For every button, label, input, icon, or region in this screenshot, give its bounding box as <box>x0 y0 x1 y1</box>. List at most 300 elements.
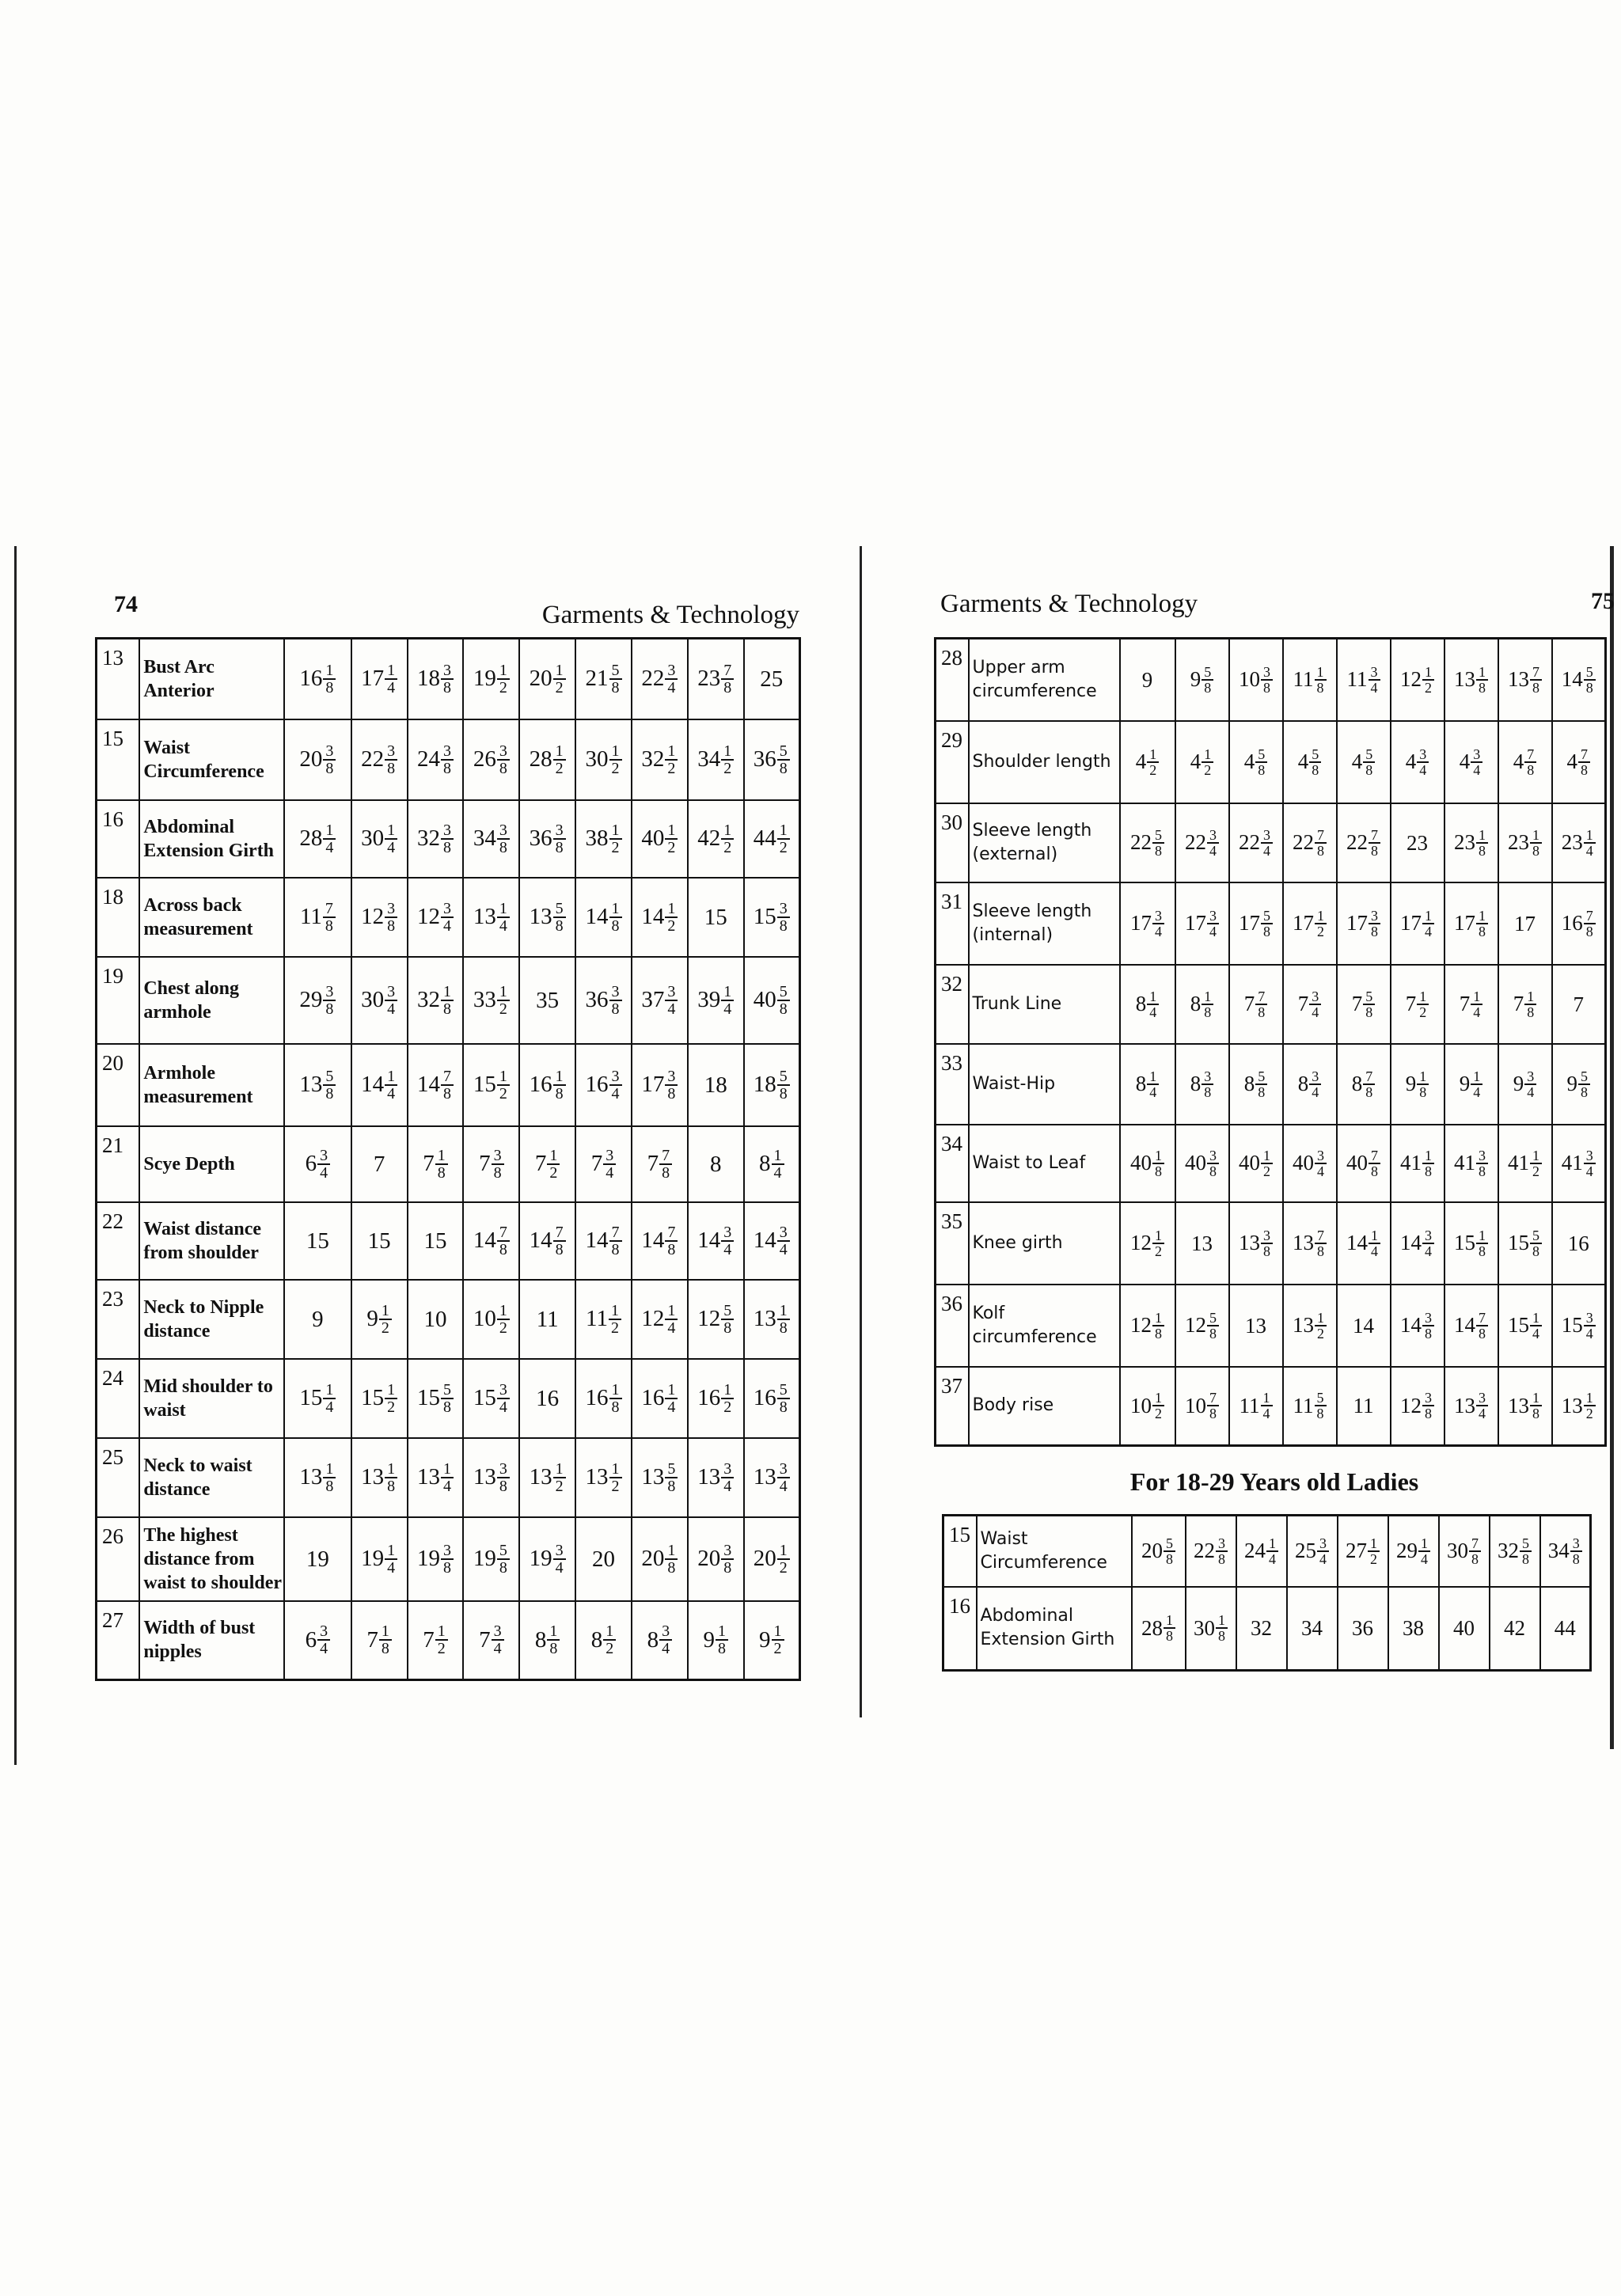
measurement-value: 29 3 8 <box>299 984 336 1017</box>
measurement-value: 9 <box>312 1306 324 1332</box>
table-row <box>936 1044 1606 1125</box>
measurement-value: 14 1 4 <box>361 1068 397 1102</box>
measurement-value: 7 3 4 <box>479 1623 504 1657</box>
value-cell <box>632 1359 688 1438</box>
row-number: 16 <box>97 800 140 878</box>
value-cell <box>1283 882 1337 965</box>
value-cell <box>463 1280 519 1359</box>
measurement-value: 13 1 8 <box>1508 1391 1542 1421</box>
value-cell <box>1490 1516 1540 1587</box>
value-cell <box>1498 965 1552 1044</box>
value-cell <box>1391 1285 1444 1367</box>
value-cell <box>1229 1202 1283 1285</box>
measurement-value: 10 7 8 <box>1185 1391 1219 1421</box>
measurement-value: 4 7 8 <box>1513 747 1537 777</box>
measurement-value: 4 5 8 <box>1298 747 1322 777</box>
measurement-value: 32 5 8 <box>1498 1536 1532 1566</box>
measurement-value: 34 1 2 <box>697 743 734 776</box>
value-cell <box>463 639 519 719</box>
measurement-value: 40 1 2 <box>1239 1148 1273 1178</box>
measurement-table <box>95 637 801 1681</box>
value-cell <box>284 800 351 878</box>
measurement-value: 9 5 8 <box>1567 1069 1591 1099</box>
measurement-value: 22 3 4 <box>1185 828 1219 858</box>
value-cell <box>463 1438 519 1517</box>
value-cell <box>632 1126 688 1202</box>
value-cell <box>744 957 800 1044</box>
measurement-value: 15 <box>704 904 727 930</box>
measurement-value: 15 3 4 <box>473 1382 510 1415</box>
value-cell <box>632 1044 688 1126</box>
value-cell <box>1444 1202 1498 1285</box>
measurement-value: 44 <box>1554 1616 1576 1641</box>
running-title: Garments & Technology <box>940 590 1198 618</box>
value-cell <box>1540 1587 1591 1671</box>
value-cell <box>575 1601 632 1680</box>
measurement-label: Abdominal Extension Girth <box>139 800 284 878</box>
value-cell <box>1229 1044 1283 1125</box>
measurement-value: 16 1 2 <box>697 1382 734 1415</box>
row-number: 19 <box>97 957 140 1044</box>
measurement-value: 32 3 8 <box>417 822 454 856</box>
table-row <box>936 1125 1606 1202</box>
value-cell <box>519 800 575 878</box>
value-cell <box>632 1517 688 1601</box>
measurement-value: 42 <box>1504 1616 1525 1641</box>
row-number: 24 <box>97 1359 140 1438</box>
value-cell <box>351 1517 408 1601</box>
measurement-value: 28 1 2 <box>530 743 566 776</box>
value-cell <box>408 1202 464 1280</box>
table-row <box>97 639 800 719</box>
measurement-value: 13 3 4 <box>754 1461 790 1494</box>
measurement-value: 7 <box>373 1151 385 1177</box>
measurement-table <box>934 637 1607 1447</box>
measurement-value: 13 5 8 <box>641 1461 678 1494</box>
value-cell <box>519 1517 575 1601</box>
value-cell <box>351 1601 408 1680</box>
measurement-value: 22 3 8 <box>361 743 397 776</box>
value-cell <box>688 1202 744 1280</box>
row-number: 21 <box>97 1126 140 1202</box>
value-cell <box>1175 882 1229 965</box>
measurement-value: 13 3 4 <box>697 1461 734 1494</box>
measurement-value: 12 5 8 <box>1185 1311 1219 1341</box>
measurement-value: 15 1 2 <box>473 1068 510 1102</box>
measurement-value: 30 1 8 <box>1194 1613 1228 1643</box>
measurement-value: 20 5 8 <box>1141 1536 1175 1566</box>
measurement-value: 15 5 8 <box>417 1382 454 1415</box>
value-cell <box>1287 1516 1338 1587</box>
value-cell <box>1439 1516 1490 1587</box>
table-row <box>97 1438 800 1517</box>
value-cell <box>351 878 408 957</box>
value-cell <box>408 1601 464 1680</box>
table-row <box>936 803 1606 882</box>
measurement-value: 17 1 4 <box>1400 909 1434 939</box>
value-cell <box>632 639 688 719</box>
value-cell <box>1229 639 1283 721</box>
value-cell <box>1498 1285 1552 1367</box>
value-cell <box>632 878 688 957</box>
measurement-value: 13 <box>1245 1313 1266 1338</box>
value-cell <box>1498 803 1552 882</box>
value-cell <box>408 1044 464 1126</box>
value-cell <box>1391 1202 1444 1285</box>
measurement-value: 15 <box>306 1228 329 1254</box>
measurement-value: 20 1 2 <box>754 1543 790 1576</box>
measurement-value: 23 1 8 <box>1508 828 1542 858</box>
measurement-value: 22 7 8 <box>1293 828 1327 858</box>
measurement-value: 8 7 8 <box>1352 1069 1376 1099</box>
value-cell <box>463 878 519 957</box>
value-cell <box>1186 1587 1236 1671</box>
measurement-value: 8 3 4 <box>1298 1069 1322 1099</box>
value-cell <box>688 800 744 878</box>
value-cell <box>1283 639 1337 721</box>
value-cell <box>575 1126 632 1202</box>
measurement-label: Trunk Line <box>969 965 1120 1044</box>
row-number: 37 <box>936 1367 969 1446</box>
value-cell <box>632 1601 688 1680</box>
measurement-value: 15 <box>423 1228 447 1254</box>
value-cell <box>744 1126 800 1202</box>
measurement-value: 14 1 2 <box>641 901 678 934</box>
measurement-value: 13 1 8 <box>361 1461 397 1494</box>
measurement-value: 24 1 4 <box>1244 1536 1278 1566</box>
measurement-value: 14 7 8 <box>417 1068 454 1102</box>
value-cell <box>688 1517 744 1601</box>
measurement-value: 32 1 8 <box>417 984 454 1017</box>
value-cell <box>1120 1044 1175 1125</box>
measurement-value: 13 3 8 <box>473 1461 510 1494</box>
measurement-value: 7 <box>1573 992 1584 1016</box>
measurement-label: Sleeve length (external) <box>969 803 1120 882</box>
value-cell <box>1283 721 1337 803</box>
value-cell <box>632 957 688 1044</box>
measurement-value: 40 1 2 <box>641 822 678 856</box>
measurement-label: Chest along armhole <box>139 957 284 1044</box>
value-cell <box>408 1280 464 1359</box>
value-cell <box>688 878 744 957</box>
measurement-value: 34 3 8 <box>1548 1536 1582 1566</box>
value-cell <box>1444 803 1498 882</box>
value-cell <box>408 878 464 957</box>
value-cell <box>284 1044 351 1126</box>
value-cell <box>1175 1285 1229 1367</box>
measurement-value: 14 3 4 <box>1400 1228 1434 1258</box>
measurement-value: 40 3 4 <box>1293 1148 1327 1178</box>
value-cell <box>1444 1285 1498 1367</box>
measurement-value: 4 1 2 <box>1136 747 1160 777</box>
row-number: 33 <box>936 1044 969 1125</box>
value-cell <box>519 719 575 800</box>
value-cell <box>1444 882 1498 965</box>
value-cell <box>1175 965 1229 1044</box>
value-cell <box>1175 1202 1229 1285</box>
measurement-value: 12 3 8 <box>1400 1391 1434 1421</box>
measurement-value: 19 <box>306 1546 329 1572</box>
value-cell <box>1175 1367 1229 1446</box>
measurement-value: 16 1 8 <box>586 1382 622 1415</box>
value-cell <box>1552 803 1606 882</box>
measurement-value: 17 3 4 <box>1130 909 1164 939</box>
row-number: 32 <box>936 965 969 1044</box>
value-cell <box>351 639 408 719</box>
measurement-value: 39 1 4 <box>697 984 734 1017</box>
measurement-value: 14 7 8 <box>641 1224 678 1258</box>
value-cell <box>1236 1516 1287 1587</box>
value-cell <box>1283 1202 1337 1285</box>
table-row <box>936 965 1606 1044</box>
measurement-value: 19 3 8 <box>417 1543 454 1576</box>
measurement-value: 42 1 2 <box>697 822 734 856</box>
value-cell <box>1337 1367 1391 1446</box>
value-cell <box>351 1044 408 1126</box>
value-cell <box>744 1202 800 1280</box>
measurement-value: 11 5 8 <box>1293 1391 1327 1421</box>
measurement-value: 17 3 8 <box>641 1068 678 1102</box>
measurement-value: 23 7 8 <box>697 662 734 696</box>
measurement-value: 7 1 2 <box>423 1623 448 1657</box>
measurement-value: 13 1 4 <box>417 1461 454 1494</box>
measurement-value: 8 1 4 <box>1136 989 1160 1019</box>
value-cell <box>284 1202 351 1280</box>
measurement-value: 11 3 4 <box>1347 665 1380 695</box>
measurement-value: 7 1 2 <box>1406 989 1429 1019</box>
measurement-value: 11 1 8 <box>1293 665 1327 695</box>
measurement-value: 15 1 4 <box>299 1382 336 1415</box>
value-cell <box>1444 639 1498 721</box>
measurement-value: 16 5 8 <box>754 1382 790 1415</box>
measurement-label: Waist Circumference <box>977 1516 1132 1587</box>
running-head <box>934 582 1615 637</box>
measurement-value: 9 1 2 <box>366 1303 392 1336</box>
measurement-value: 8 <box>709 1151 722 1177</box>
measurement-value: 13 1 2 <box>1293 1311 1327 1341</box>
measurement-value: 12 1 2 <box>1130 1228 1164 1258</box>
value-cell <box>1391 721 1444 803</box>
measurement-value: 13 1 2 <box>1562 1391 1596 1421</box>
value-cell <box>1120 639 1175 721</box>
table-row <box>936 1285 1606 1367</box>
measurement-value: 28 1 8 <box>1141 1613 1175 1643</box>
value-cell <box>632 1280 688 1359</box>
value-cell <box>284 1517 351 1601</box>
value-cell <box>744 1359 800 1438</box>
value-cell <box>1337 1125 1391 1202</box>
measurement-value: 38 <box>1403 1616 1424 1641</box>
value-cell <box>575 719 632 800</box>
value-cell <box>575 1044 632 1126</box>
value-cell <box>1120 1202 1175 1285</box>
value-cell <box>463 1601 519 1680</box>
value-cell <box>1391 882 1444 965</box>
value-cell <box>1120 1285 1175 1367</box>
row-number: 28 <box>936 639 969 721</box>
value-cell <box>688 1280 744 1359</box>
value-cell <box>1120 803 1175 882</box>
measurement-value: 13 1 4 <box>473 901 510 934</box>
measurement-label: Armhole measurement <box>139 1044 284 1126</box>
measurement-value: 15 3 4 <box>1562 1311 1596 1341</box>
measurement-value: 10 <box>423 1306 447 1332</box>
measurement-value: 22 3 8 <box>1194 1536 1228 1566</box>
measurement-value: 32 <box>1251 1616 1272 1641</box>
measurement-label: Across back measurement <box>139 878 284 957</box>
measurement-value: 41 1 2 <box>1508 1148 1542 1178</box>
measurement-value: 18 3 8 <box>417 662 454 696</box>
value-cell <box>1120 882 1175 965</box>
measurement-value: 7 3 8 <box>479 1148 504 1181</box>
measurement-value: 10 1 2 <box>1130 1391 1164 1421</box>
measurement-label: The highest distance from waist to shoulder <box>139 1517 284 1601</box>
value-cell <box>1338 1516 1388 1587</box>
measurement-label: Neck to waist distance <box>139 1438 284 1517</box>
measurement-value: 25 <box>760 666 784 692</box>
measurement-value: 12 1 2 <box>1400 665 1434 695</box>
table-row <box>936 721 1606 803</box>
value-cell <box>1444 1125 1498 1202</box>
row-number: 26 <box>97 1517 140 1601</box>
value-cell <box>463 800 519 878</box>
measurement-value: 19 1 4 <box>361 1543 397 1576</box>
value-cell <box>1498 882 1552 965</box>
measurement-label: Knee girth <box>969 1202 1120 1285</box>
value-cell <box>519 1438 575 1517</box>
measurement-value: 7 3 4 <box>591 1148 617 1181</box>
value-cell <box>408 719 464 800</box>
row-number: 30 <box>936 803 969 882</box>
measurement-value: 34 <box>1301 1616 1323 1641</box>
measurement-value: 37 3 4 <box>641 984 678 1017</box>
measurement-value: 16 <box>536 1385 560 1411</box>
row-number: 31 <box>936 882 969 965</box>
value-cell <box>1283 1125 1337 1202</box>
value-cell <box>1391 965 1444 1044</box>
value-cell <box>408 1359 464 1438</box>
running-title: Garments & Technology <box>541 601 799 629</box>
row-number: 29 <box>936 721 969 803</box>
value-cell <box>351 1126 408 1202</box>
value-cell <box>1283 1367 1337 1446</box>
value-cell <box>1283 1285 1337 1367</box>
value-cell <box>632 1438 688 1517</box>
value-cell <box>632 800 688 878</box>
measurement-value: 36 3 8 <box>586 984 622 1017</box>
value-cell <box>1236 1587 1287 1671</box>
measurement-label: Neck to Nipple distance <box>139 1280 284 1359</box>
measurement-value: 8 1 4 <box>1136 1069 1160 1099</box>
table-row <box>97 1280 800 1359</box>
value-cell <box>1391 1125 1444 1202</box>
measurement-value: 4 1 2 <box>1190 747 1214 777</box>
value-cell <box>1498 639 1552 721</box>
measurement-value: 25 3 4 <box>1295 1536 1329 1566</box>
value-cell <box>408 1438 464 1517</box>
value-cell <box>688 1044 744 1126</box>
value-cell <box>688 1359 744 1438</box>
measurement-value: 13 7 8 <box>1508 665 1542 695</box>
value-cell <box>1229 965 1283 1044</box>
value-cell <box>1120 721 1175 803</box>
measurement-value: 7 5 8 <box>1352 989 1376 1019</box>
measurement-value: 15 1 2 <box>361 1382 397 1415</box>
value-cell <box>519 1044 575 1126</box>
measurement-label: Width of bust nipples <box>139 1601 284 1680</box>
row-number: 35 <box>936 1202 969 1285</box>
measurement-value: 22 5 8 <box>1130 828 1164 858</box>
value-cell <box>1337 639 1391 721</box>
measurement-value: 40 7 8 <box>1346 1148 1380 1178</box>
value-cell <box>1337 882 1391 965</box>
measurement-value: 17 3 8 <box>1346 909 1380 939</box>
value-cell <box>1391 639 1444 721</box>
measurement-value: 23 1 8 <box>1454 828 1488 858</box>
table-row <box>97 957 800 1044</box>
value-cell <box>1132 1516 1186 1587</box>
value-cell <box>519 639 575 719</box>
measurement-value: 6 3 4 <box>306 1623 331 1657</box>
right-page <box>934 582 1615 1672</box>
value-cell <box>1552 1285 1606 1367</box>
measurement-value: 7 3 4 <box>1298 989 1322 1019</box>
value-cell <box>1391 803 1444 882</box>
value-cell <box>575 800 632 878</box>
row-number: 22 <box>97 1202 140 1280</box>
measurement-value: 19 5 8 <box>473 1543 510 1576</box>
measurement-value: 33 1 2 <box>473 984 510 1017</box>
measurement-value: 28 1 4 <box>299 822 336 856</box>
table-row <box>943 1587 1591 1671</box>
row-number: 18 <box>97 878 140 957</box>
value-cell <box>284 878 351 957</box>
row-number: 15 <box>97 719 140 800</box>
measurement-value: 4 3 4 <box>1406 747 1429 777</box>
value-cell <box>1540 1516 1591 1587</box>
value-cell <box>351 1280 408 1359</box>
value-cell <box>1120 965 1175 1044</box>
row-number: 25 <box>97 1438 140 1517</box>
measurement-value: 4 3 4 <box>1460 747 1483 777</box>
value-cell <box>1132 1587 1186 1671</box>
measurement-value: 14 1 4 <box>1346 1228 1380 1258</box>
measurement-value: 18 5 8 <box>754 1068 790 1102</box>
measurement-value: 41 1 8 <box>1400 1148 1434 1178</box>
measurement-label: Kolf circumference <box>969 1285 1120 1367</box>
value-cell <box>284 1359 351 1438</box>
measurement-value: 16 3 4 <box>586 1068 622 1102</box>
value-cell <box>1229 1285 1283 1367</box>
measurement-label: Waist to Leaf <box>969 1125 1120 1202</box>
value-cell <box>1552 721 1606 803</box>
measurement-value: 32 1 2 <box>641 743 678 776</box>
measurement-value: 14 7 8 <box>1454 1311 1488 1341</box>
value-cell <box>463 1359 519 1438</box>
measurement-value: 14 3 4 <box>697 1224 734 1258</box>
measurement-label: Bust Arc Anterior <box>139 639 284 719</box>
value-cell <box>688 957 744 1044</box>
value-cell <box>1175 639 1229 721</box>
value-cell <box>351 800 408 878</box>
value-cell <box>1552 1125 1606 1202</box>
measurement-value: 13 3 4 <box>1454 1391 1488 1421</box>
value-cell <box>1490 1587 1540 1671</box>
value-cell <box>519 1202 575 1280</box>
measurement-value: 8 1 8 <box>535 1623 560 1657</box>
value-cell <box>688 1438 744 1517</box>
measurement-value: 7 7 8 <box>1244 989 1268 1019</box>
